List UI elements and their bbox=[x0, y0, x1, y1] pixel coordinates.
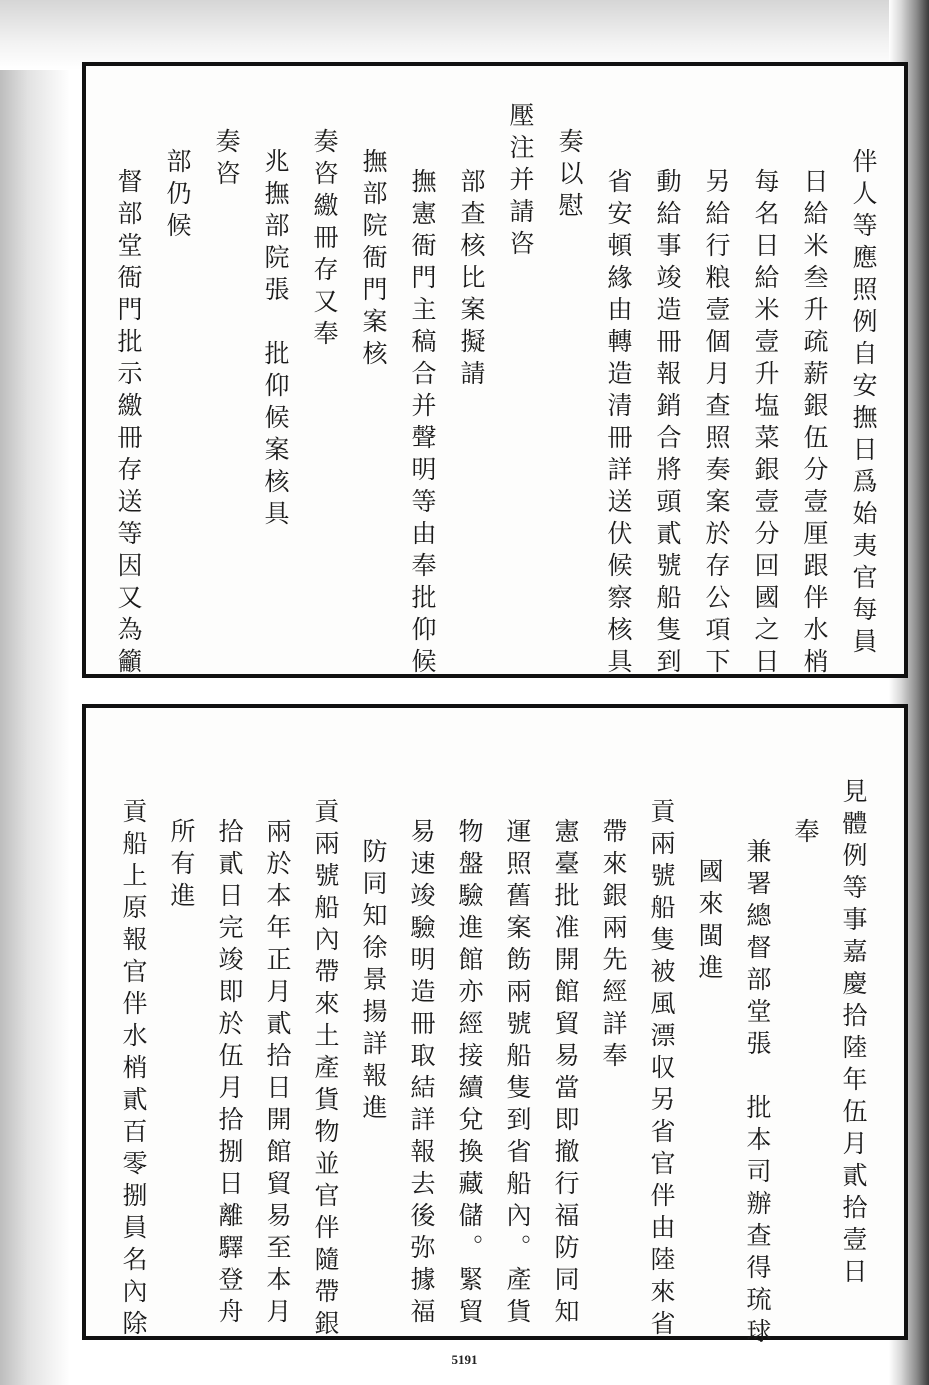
manuscript-column: 動給事竣造冊報銷合將頭貳號船隻到 bbox=[653, 168, 682, 680]
manuscript-column: 日給米叁升疏薪銀伍分壹厘跟伴水梢 bbox=[800, 168, 829, 680]
manuscript-column: 每名日給米壹升塩菜銀壹分回國之日 bbox=[751, 168, 780, 680]
manuscript-column: 撫憲衙門主稿合并聲明等由奉批仰候 bbox=[408, 168, 437, 680]
manuscript-column: 憲臺批准開館貿易當即撤行福防同知 bbox=[551, 818, 580, 1330]
manuscript-column: 奏咨繳冊存又奉 bbox=[310, 128, 339, 352]
manuscript-column: 貢船上原報官伴水梢貳百零捌員名內除 bbox=[119, 798, 148, 1342]
manuscript-column: 拾貳日完竣即於伍月拾捌日離驛登舟 bbox=[215, 818, 244, 1330]
manuscript-column: 伴人等應照例自安撫日爲始夷官每員 bbox=[849, 148, 878, 660]
manuscript-column: 貢兩號船隻被風漂収另省官伴由陸來省 bbox=[647, 798, 676, 1342]
manuscript-column: 奏咨 bbox=[212, 128, 241, 192]
manuscript-column: 易速竣驗明造冊取結詳報去後弥據福 bbox=[407, 818, 436, 1330]
manuscript-column: 部查核比案擬請 bbox=[457, 168, 486, 392]
lower-manuscript-panel bbox=[82, 704, 908, 1350]
manuscript-column: 貢兩號船內帶來土產貨物並官伴隨帶銀 bbox=[311, 798, 340, 1342]
manuscript-column: 壓注并請咨 bbox=[506, 102, 535, 262]
manuscript-column: 兩於本年正月貳拾日開館貿易至本月 bbox=[263, 818, 292, 1330]
upper-manuscript-panel bbox=[82, 62, 908, 678]
manuscript-column: 防同知徐景揚詳報進 bbox=[359, 838, 388, 1126]
manuscript-column: 帶來銀兩先經詳奉 bbox=[599, 818, 628, 1074]
page-shadow-top bbox=[0, 0, 929, 70]
manuscript-column: 兼署總督部堂張 批本司辦查得琉球 bbox=[743, 838, 772, 1350]
manuscript-column: 撫部院衙門案核 bbox=[359, 148, 388, 372]
manuscript-column: 奉 bbox=[791, 818, 820, 850]
manuscript-column: 見體例等事嘉慶拾陸年伍月貳拾壹日 bbox=[839, 778, 868, 1290]
manuscript-column: 另給行粮壹個月查照奏案於存公項下 bbox=[702, 168, 731, 680]
manuscript-column: 奏以慰 bbox=[555, 128, 584, 224]
manuscript-column: 國來閩進 bbox=[695, 858, 724, 986]
manuscript-column: 督部堂衙門批示繳冊存送等因又為籲 bbox=[114, 168, 143, 680]
manuscript-column: 省安頓緣由轉造清冊詳送伏候察核具 bbox=[604, 168, 633, 680]
manuscript-column: 所有進 bbox=[167, 818, 196, 914]
manuscript-column: 兆撫部院張 批仰候案核具 bbox=[261, 148, 290, 532]
page-shadow-left bbox=[0, 0, 70, 1385]
manuscript-column: 部仍候 bbox=[163, 148, 192, 244]
page-number: 5191 bbox=[451, 1352, 478, 1367]
manuscript-column: 運照舊案飭兩號船隻到省船內。產貨 bbox=[503, 818, 532, 1330]
manuscript-column: 物盤驗進館亦經接續兌換藏儲。緊貿 bbox=[455, 818, 484, 1330]
